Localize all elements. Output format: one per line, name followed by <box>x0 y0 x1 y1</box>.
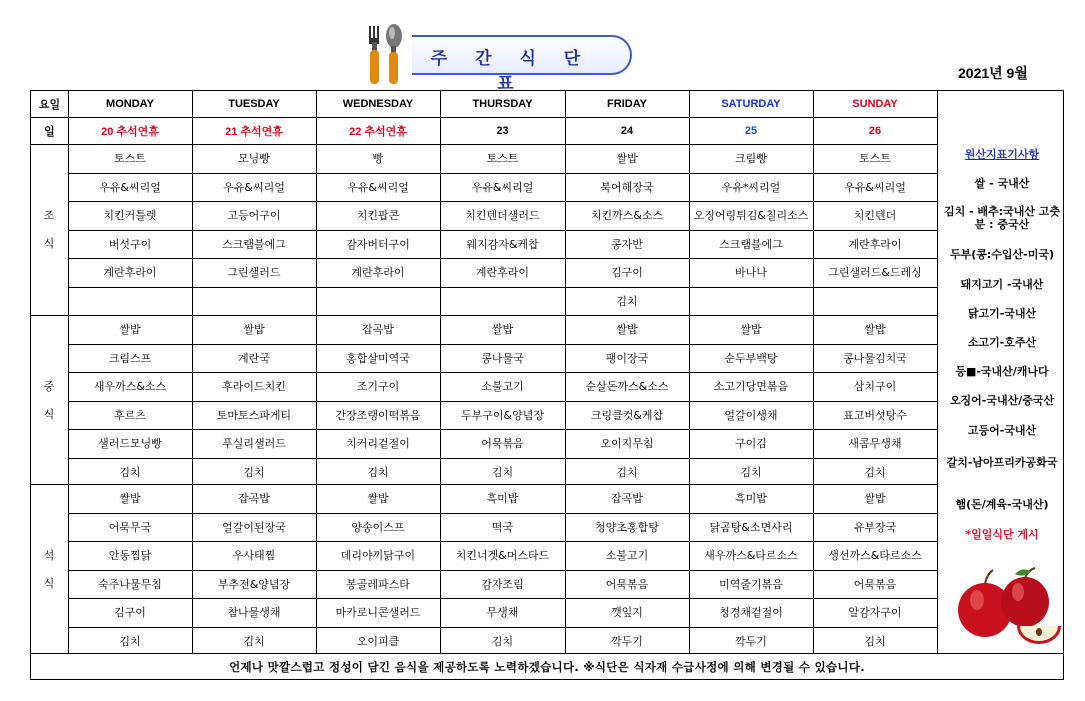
menu-cell: 쌀밥 <box>616 323 638 337</box>
menu-cell: 새콤무생채 <box>848 437 902 451</box>
origin-item: 돼지고기 -국내산 <box>960 278 1044 291</box>
menu-cell: 김치 <box>740 465 762 479</box>
menu-cell: 홍합살미역국 <box>346 351 410 365</box>
menu-cell: 우유&씨리얼 <box>844 180 906 194</box>
menu-cell: 마카로니콘샐러드 <box>335 606 421 620</box>
menu-cell <box>69 287 191 316</box>
menu-cell: 토마토스파게티 <box>216 408 292 422</box>
meal-label-bottom: 식 <box>43 407 55 421</box>
menu-cell: 팽이장국 <box>605 351 649 365</box>
menu-cell <box>690 287 812 316</box>
origin-item: 오징어-국내산/중국산 <box>949 394 1055 407</box>
menu-cell: 김치 <box>616 294 638 308</box>
menu-cell: 순살돈까스&소스 <box>585 380 669 394</box>
menu-cell: 무생채 <box>486 606 519 620</box>
menu-cell: 봉골레파스타 <box>346 577 410 591</box>
menu-cell: 계란후라이 <box>351 266 405 280</box>
menu-cell <box>441 287 564 316</box>
menu-cell: 크링클컷&케찹 <box>590 408 664 422</box>
menu-cell: 잡곡밥 <box>238 492 270 506</box>
menu-cell: 쌀밥 <box>740 323 762 337</box>
menu-cell <box>317 287 439 316</box>
menu-cell: 후르츠 <box>114 408 146 422</box>
menu-cell: 치킨팝콘 <box>356 209 400 223</box>
menu-cell: 바나나 <box>735 266 767 280</box>
origin-item: 쌀 - 국내산 <box>974 177 1030 190</box>
menu-cell: 토스트 <box>114 152 146 166</box>
menu-cell: 계란후라이 <box>848 237 902 251</box>
menu-cell: 표고버섯탕수 <box>843 408 907 422</box>
origin-item: 두부(콩:수입산-미국) <box>949 248 1055 261</box>
menu-cell: 생선까스&타르소스 <box>828 549 922 563</box>
meal-label-bottom: 식 <box>43 236 55 250</box>
origin-item: 김치 - 배추:국내산 고춧분 : 중국산 <box>943 205 1061 231</box>
menu-cell: 유부장국 <box>853 520 897 534</box>
menu-cell: 우유&씨리얼 <box>471 180 534 194</box>
menu-cell: 쌀밥 <box>367 492 389 506</box>
menu-cell: 알감자구이 <box>848 606 902 620</box>
day-column-label: 요일 <box>38 99 61 111</box>
menu-cell: 두부구이&양념장 <box>461 408 544 422</box>
menu-cell: 김치 <box>864 634 886 648</box>
origin-item: 햄(돈/계육-국내산) <box>955 498 1049 511</box>
menu-table <box>30 90 1064 680</box>
menu-cell: 치킨텐더 <box>853 209 897 223</box>
menu-cell: 닭곰탕&소면사리 <box>709 520 793 534</box>
menu-cell: 치킨텐더샐러드 <box>465 209 540 223</box>
menu-cell: 계란후라이 <box>103 266 157 280</box>
menu-cell: 쌀밥 <box>119 323 141 337</box>
menu-cell: 쌀밥 <box>243 323 265 337</box>
menu-cell: 치킨커틀렛 <box>103 209 157 223</box>
title-banner <box>412 35 632 94</box>
menu-cell: 쌀밥 <box>119 492 141 506</box>
menu-cell: 어묵볶음 <box>853 577 897 591</box>
menu-cell: 김치 <box>491 465 514 479</box>
menu-cell: 김치 <box>243 465 265 479</box>
menu-cell: 김치 <box>367 465 389 479</box>
menu-cell: 우유&씨리얼 <box>99 180 161 194</box>
menu-cell: 치커리겉절이 <box>346 437 410 451</box>
menu-cell: 깍두기 <box>611 634 643 648</box>
date-tuesday: 21 추석연휴 <box>225 125 283 138</box>
date-column-label: 일 <box>44 125 55 138</box>
menu-cell: 김치 <box>491 634 514 648</box>
date-friday: 24 <box>620 124 634 137</box>
menu-cell: 새우까스&소스 <box>93 380 167 394</box>
menu-cell: 고등어구이 <box>227 209 281 223</box>
date-sunday: 26 <box>868 124 882 137</box>
menu-cell: 참나물생채 <box>227 606 281 620</box>
menu-cell: 미역줄기볶음 <box>719 577 783 591</box>
menu-cell: 양송이스프 <box>351 520 405 534</box>
date-saturday: 25 <box>744 124 758 137</box>
origin-item: 닭고기-국내산 <box>967 307 1037 320</box>
menu-cell: 콩나물국 <box>481 351 524 365</box>
menu-cell: 소고기당면볶음 <box>713 380 789 394</box>
menu-cell: 우사태찜 <box>232 549 276 563</box>
day-name-tuesday: TUESDAY <box>228 98 280 110</box>
menu-cell: 김구이 <box>611 266 643 280</box>
menu-cell: 푸실리샐러드 <box>222 437 286 451</box>
date-wednesday: 22 추석연휴 <box>349 125 407 138</box>
menu-cell: 오이피클 <box>356 634 400 648</box>
menu-cell: 어묵무국 <box>108 520 152 534</box>
menu-cell: 우유&씨리얼 <box>347 180 409 194</box>
origin-item: 등■-국내산/캐나다 <box>955 365 1049 378</box>
date-monday: 20 추석연휴 <box>101 125 159 138</box>
menu-cell: 치킨너겟&머스타드 <box>455 549 550 563</box>
menu-cell: 김치 <box>616 465 638 479</box>
menu-cell: 김치 <box>864 465 886 479</box>
menu-cell: 어묵볶음 <box>605 577 649 591</box>
menu-cell: 쌀밥 <box>864 492 886 506</box>
page-title: 주 간 식 단 표 <box>430 49 592 94</box>
fork-spoon-icon <box>356 20 410 88</box>
menu-cell: 떡국 <box>491 520 514 534</box>
menu-cell: 김치 <box>119 634 141 648</box>
day-name-saturday: SATURDAY <box>721 98 781 110</box>
menu-cell: 샐러드모닝빵 <box>98 437 162 451</box>
menu-cell: 계란국 <box>238 351 270 365</box>
menu-cell: 김치 <box>119 465 141 479</box>
meal-label-top: 조 <box>43 208 55 222</box>
menu-cell: 계란후라이 <box>475 266 530 280</box>
menu-cell: 잡곡밥 <box>362 323 394 337</box>
menu-cell <box>193 287 315 316</box>
meal-label-top: 중 <box>43 379 55 393</box>
menu-cell: 북어해장국 <box>600 180 654 194</box>
daily-menu-notice: *일일식단 게시 <box>965 528 1039 541</box>
menu-cell: 데리야끼닭구이 <box>340 549 416 563</box>
origin-panel-title: 원산지표기사항 <box>964 148 1040 161</box>
meal-label-bottom: 식 <box>43 576 55 590</box>
menu-cell: 쌀밥 <box>616 152 638 166</box>
menu-cell: 토스트 <box>486 152 519 166</box>
menu-cell: 김구이 <box>114 606 146 620</box>
menu-cell: 구이김 <box>735 437 767 451</box>
menu-cell: 숙주나물무침 <box>98 577 162 591</box>
day-name-friday: FRIDAY <box>607 98 647 110</box>
menu-cell: 감자버터구이 <box>346 237 410 251</box>
apple-image <box>955 560 1063 648</box>
menu-cell: 그린샐러드&드레싱 <box>828 266 922 280</box>
menu-cell: 순두부백탕 <box>724 351 778 365</box>
menu-cell: 그린샐러드 <box>227 266 281 280</box>
menu-cell: 소불고기 <box>481 380 524 394</box>
menu-cell: 쌀밥 <box>491 323 514 337</box>
menu-cell: 흑미밥 <box>486 492 519 506</box>
menu-cell: 얼갈이생채 <box>724 408 778 422</box>
menu-cell: 오이지무침 <box>600 437 654 451</box>
menu-cell: 김치 <box>243 634 265 648</box>
menu-cell: 오징어링튀김&칠리소스 <box>693 209 809 223</box>
menu-cell: 안동찜닭 <box>108 549 152 563</box>
menu-cell: 모닝빵 <box>238 152 270 166</box>
menu-cell: 콩자반 <box>611 237 643 251</box>
menu-cell: 감자조림 <box>481 577 524 591</box>
day-name-monday: MONDAY <box>106 98 154 110</box>
menu-cell: 웨지감자&케찹 <box>466 237 539 251</box>
menu-cell: 조기구이 <box>356 380 400 394</box>
date-thursday: 23 <box>496 124 509 137</box>
day-name-sunday: SUNDAY <box>852 98 898 110</box>
meal-label-top: 석 <box>43 548 55 562</box>
menu-cell: 청양초홍합탕 <box>595 520 659 534</box>
menu-cell: 잡곡밥 <box>611 492 643 506</box>
menu-cell: 깻잎지 <box>611 606 643 620</box>
origin-item: 소고기-호주산 <box>967 336 1037 349</box>
menu-cell: 흑미밥 <box>735 492 767 506</box>
menu-cell: 후라이드치킨 <box>222 380 286 394</box>
menu-cell <box>814 287 936 316</box>
origin-item: 갈치-남아프리카공화국 <box>946 456 1058 469</box>
origin-item: 고등어-국내산 <box>967 424 1037 437</box>
day-name-wednesday: WEDNESDAY <box>342 98 414 110</box>
menu-cell: 콩나물김치국 <box>843 351 907 365</box>
menu-cell: 우유*씨리얼 <box>721 180 781 194</box>
menu-cell: 크림스프 <box>108 351 152 365</box>
menu-cell: 크림빵 <box>735 152 767 166</box>
menu-cell: 빵 <box>372 152 384 166</box>
menu-cell: 간장조랭이떡볶음 <box>335 408 421 422</box>
menu-cell: 새우까스&타르소스 <box>704 549 798 563</box>
menu-cell: 청경채겉절이 <box>719 606 783 620</box>
footer-notice: 언제나 맛깔스럽고 정성이 담긴 음식을 제공하도록 노력하겠습니다. ※식단은 식자재 수급사정에 의해 변경될 수 있습니다. <box>229 660 865 674</box>
menu-cell: 쌀밥 <box>864 323 886 337</box>
menu-cell: 깍두기 <box>735 634 767 648</box>
menu-cell: 얼갈이된장국 <box>222 520 286 534</box>
menu-cell: 버섯구이 <box>108 237 152 251</box>
menu-cell: 삼치구이 <box>853 380 897 394</box>
menu-cell: 스크램블에그 <box>719 237 783 251</box>
menu-cell: 치킨까스&소스 <box>590 209 664 223</box>
date-label: 2021년 9월 <box>958 65 1028 81</box>
menu-cell: 스크램블에그 <box>222 237 286 251</box>
menu-cell: 어묵볶음 <box>481 437 524 451</box>
menu-cell: 소불고기 <box>605 549 649 563</box>
menu-cell: 부추전&양념장 <box>217 577 291 591</box>
menu-cell: 우유&씨리얼 <box>223 180 285 194</box>
day-name-thursday: THURSDAY <box>472 98 533 110</box>
menu-cell: 토스트 <box>859 152 891 166</box>
